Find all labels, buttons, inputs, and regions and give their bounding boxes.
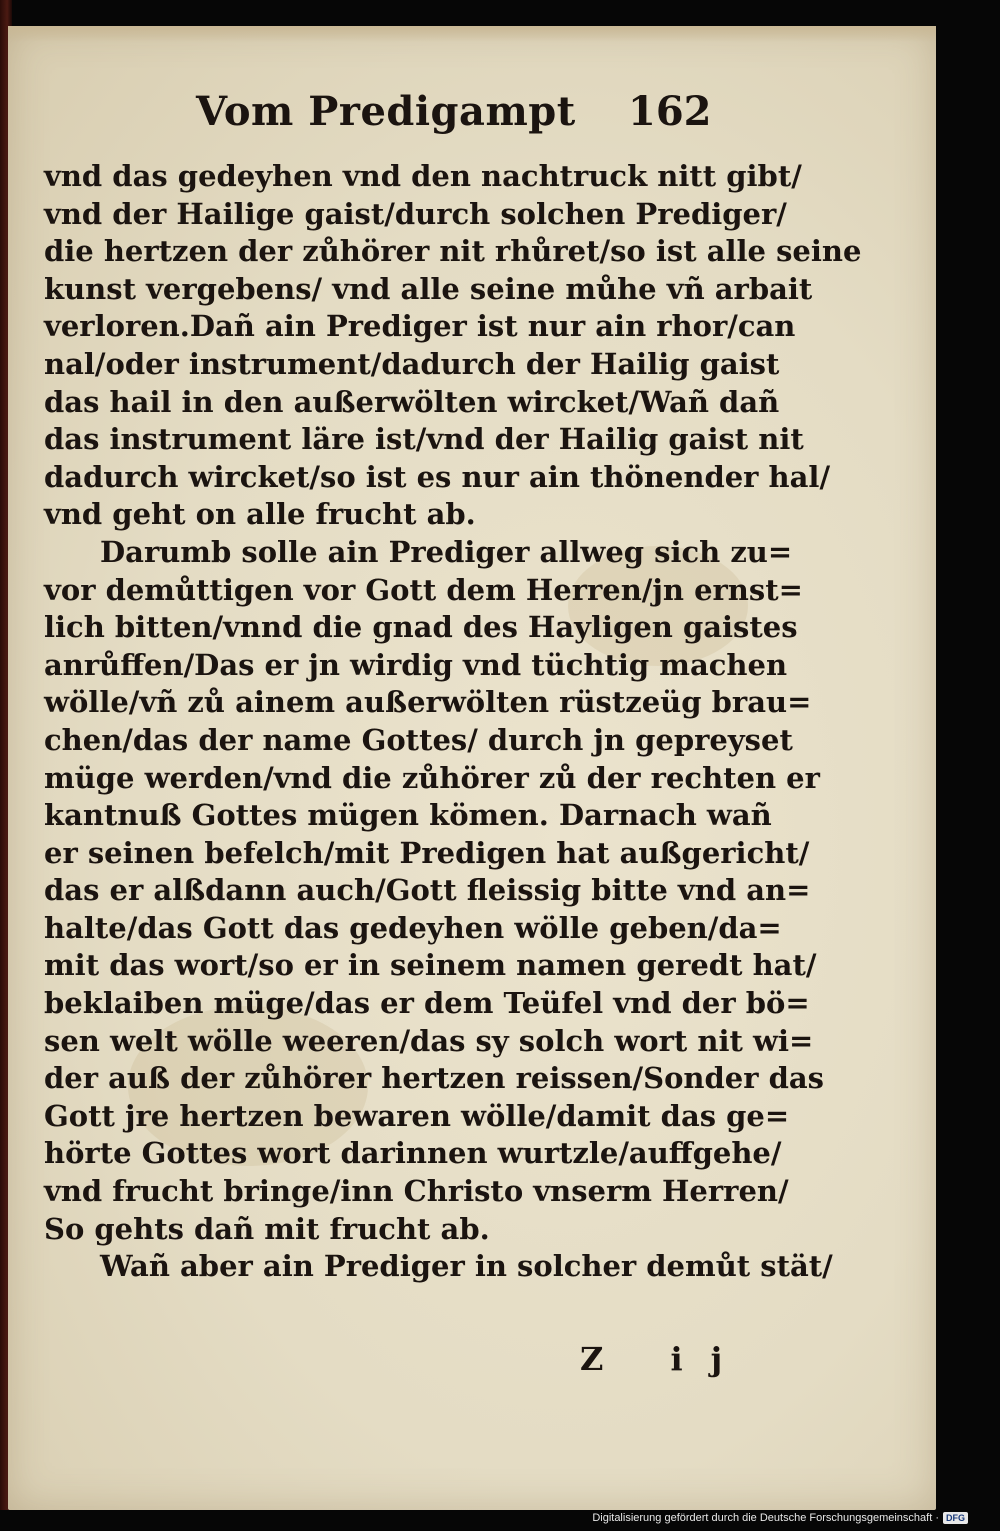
text-line: vor demůttigen vor Gott dem Herren/jn ernst= <box>44 572 803 607</box>
running-title: Vom Predigampt <box>196 88 576 135</box>
text-line: lich bitten/vnnd die gnad des Hayligen gaistes <box>44 610 798 645</box>
text-line: dadurch wircket/so ist es nur ain thönender hal/ <box>44 459 831 494</box>
dfg-logo: DFG <box>943 1512 968 1524</box>
funding-credit: Digitalisierung gefördert durch die Deutsche Forschungsgemeinschaft · <box>592 1512 939 1524</box>
text-line: vnd frucht bringe/inn Christo vnserm Herren/ <box>44 1174 789 1209</box>
text-line: kantnuß Gottes mügen kömen. Darnach wañ <box>44 798 772 833</box>
text-line: So gehts dañ mit frucht ab. <box>44 1211 490 1246</box>
page-number: 162 <box>628 88 712 135</box>
page-header <box>0 88 1000 148</box>
text-line: Darumb solle ain Prediger allweg sich zu= <box>100 534 793 569</box>
text-line: müge werden/vnd die zůhörer zů der rechten er <box>44 760 820 795</box>
text-line: halte/das Gott das gedeyhen wölle geben/da= <box>44 910 782 945</box>
text-line: der auß der zůhörer hertzen reissen/Sonder das <box>44 1061 824 1096</box>
text-line: das instrument läre ist/vnd der Hailig gaist nit <box>44 422 804 457</box>
text-line: das er alßdann auch/Gott fleissig bitte vnd an= <box>44 873 811 908</box>
text-line: beklaiben müge/das er dem Teüfel vnd der bö= <box>44 986 810 1021</box>
signature-mark: Z ij <box>580 1340 751 1378</box>
text-line: die hertzen der zůhörer nit rhůret/so ist alle seine <box>44 234 862 269</box>
text-line: vnd das gedeyhen vnd den nachtruck nitt gibt/ <box>44 159 802 193</box>
page-top-edge <box>8 26 936 42</box>
text-line: chen/das der name Gottes/ durch jn gepreyset <box>44 722 793 757</box>
text-line: kunst vergebens/ vnd alle seine můhe vñ arbait <box>44 271 813 306</box>
text-line: mit das wort/so er in seinem namen geredt hat/ <box>44 948 817 983</box>
text-line: nal/oder instrument/dadurch der Hailig gaist <box>44 346 780 381</box>
text-line: anrůffen/Das er jn wirdig vnd tüchtig machen <box>44 647 788 682</box>
text-line: das hail in den außerwölten wircket/Wañ dañ <box>44 384 780 419</box>
text-line: sen welt wölle weeren/das sy solch wort nit wi= <box>44 1023 814 1058</box>
text-line: hörte Gottes wort darinnen wurtzle/auffgehe/ <box>44 1136 782 1171</box>
digitization-footer <box>592 1509 968 1527</box>
text-line: verloren.Dañ ain Prediger ist nur ain rhor/can <box>44 309 796 344</box>
text-line: er seinen befelch/mit Predigen hat außgericht/ <box>44 835 810 870</box>
page-body-text <box>44 158 862 1286</box>
text-line: Gott jre hertzen bewaren wölle/damit das ge= <box>44 1098 790 1133</box>
text-line: wölle/vñ zů ainem außerwölten rüstzeüg brau= <box>44 685 812 720</box>
text-line: vnd der Hailige gaist/durch solchen Prediger/ <box>44 196 787 231</box>
text-line: Wañ aber ain Prediger in solcher demůt stät/ <box>100 1249 833 1284</box>
text-line: vnd geht on alle frucht ab. <box>44 497 476 532</box>
